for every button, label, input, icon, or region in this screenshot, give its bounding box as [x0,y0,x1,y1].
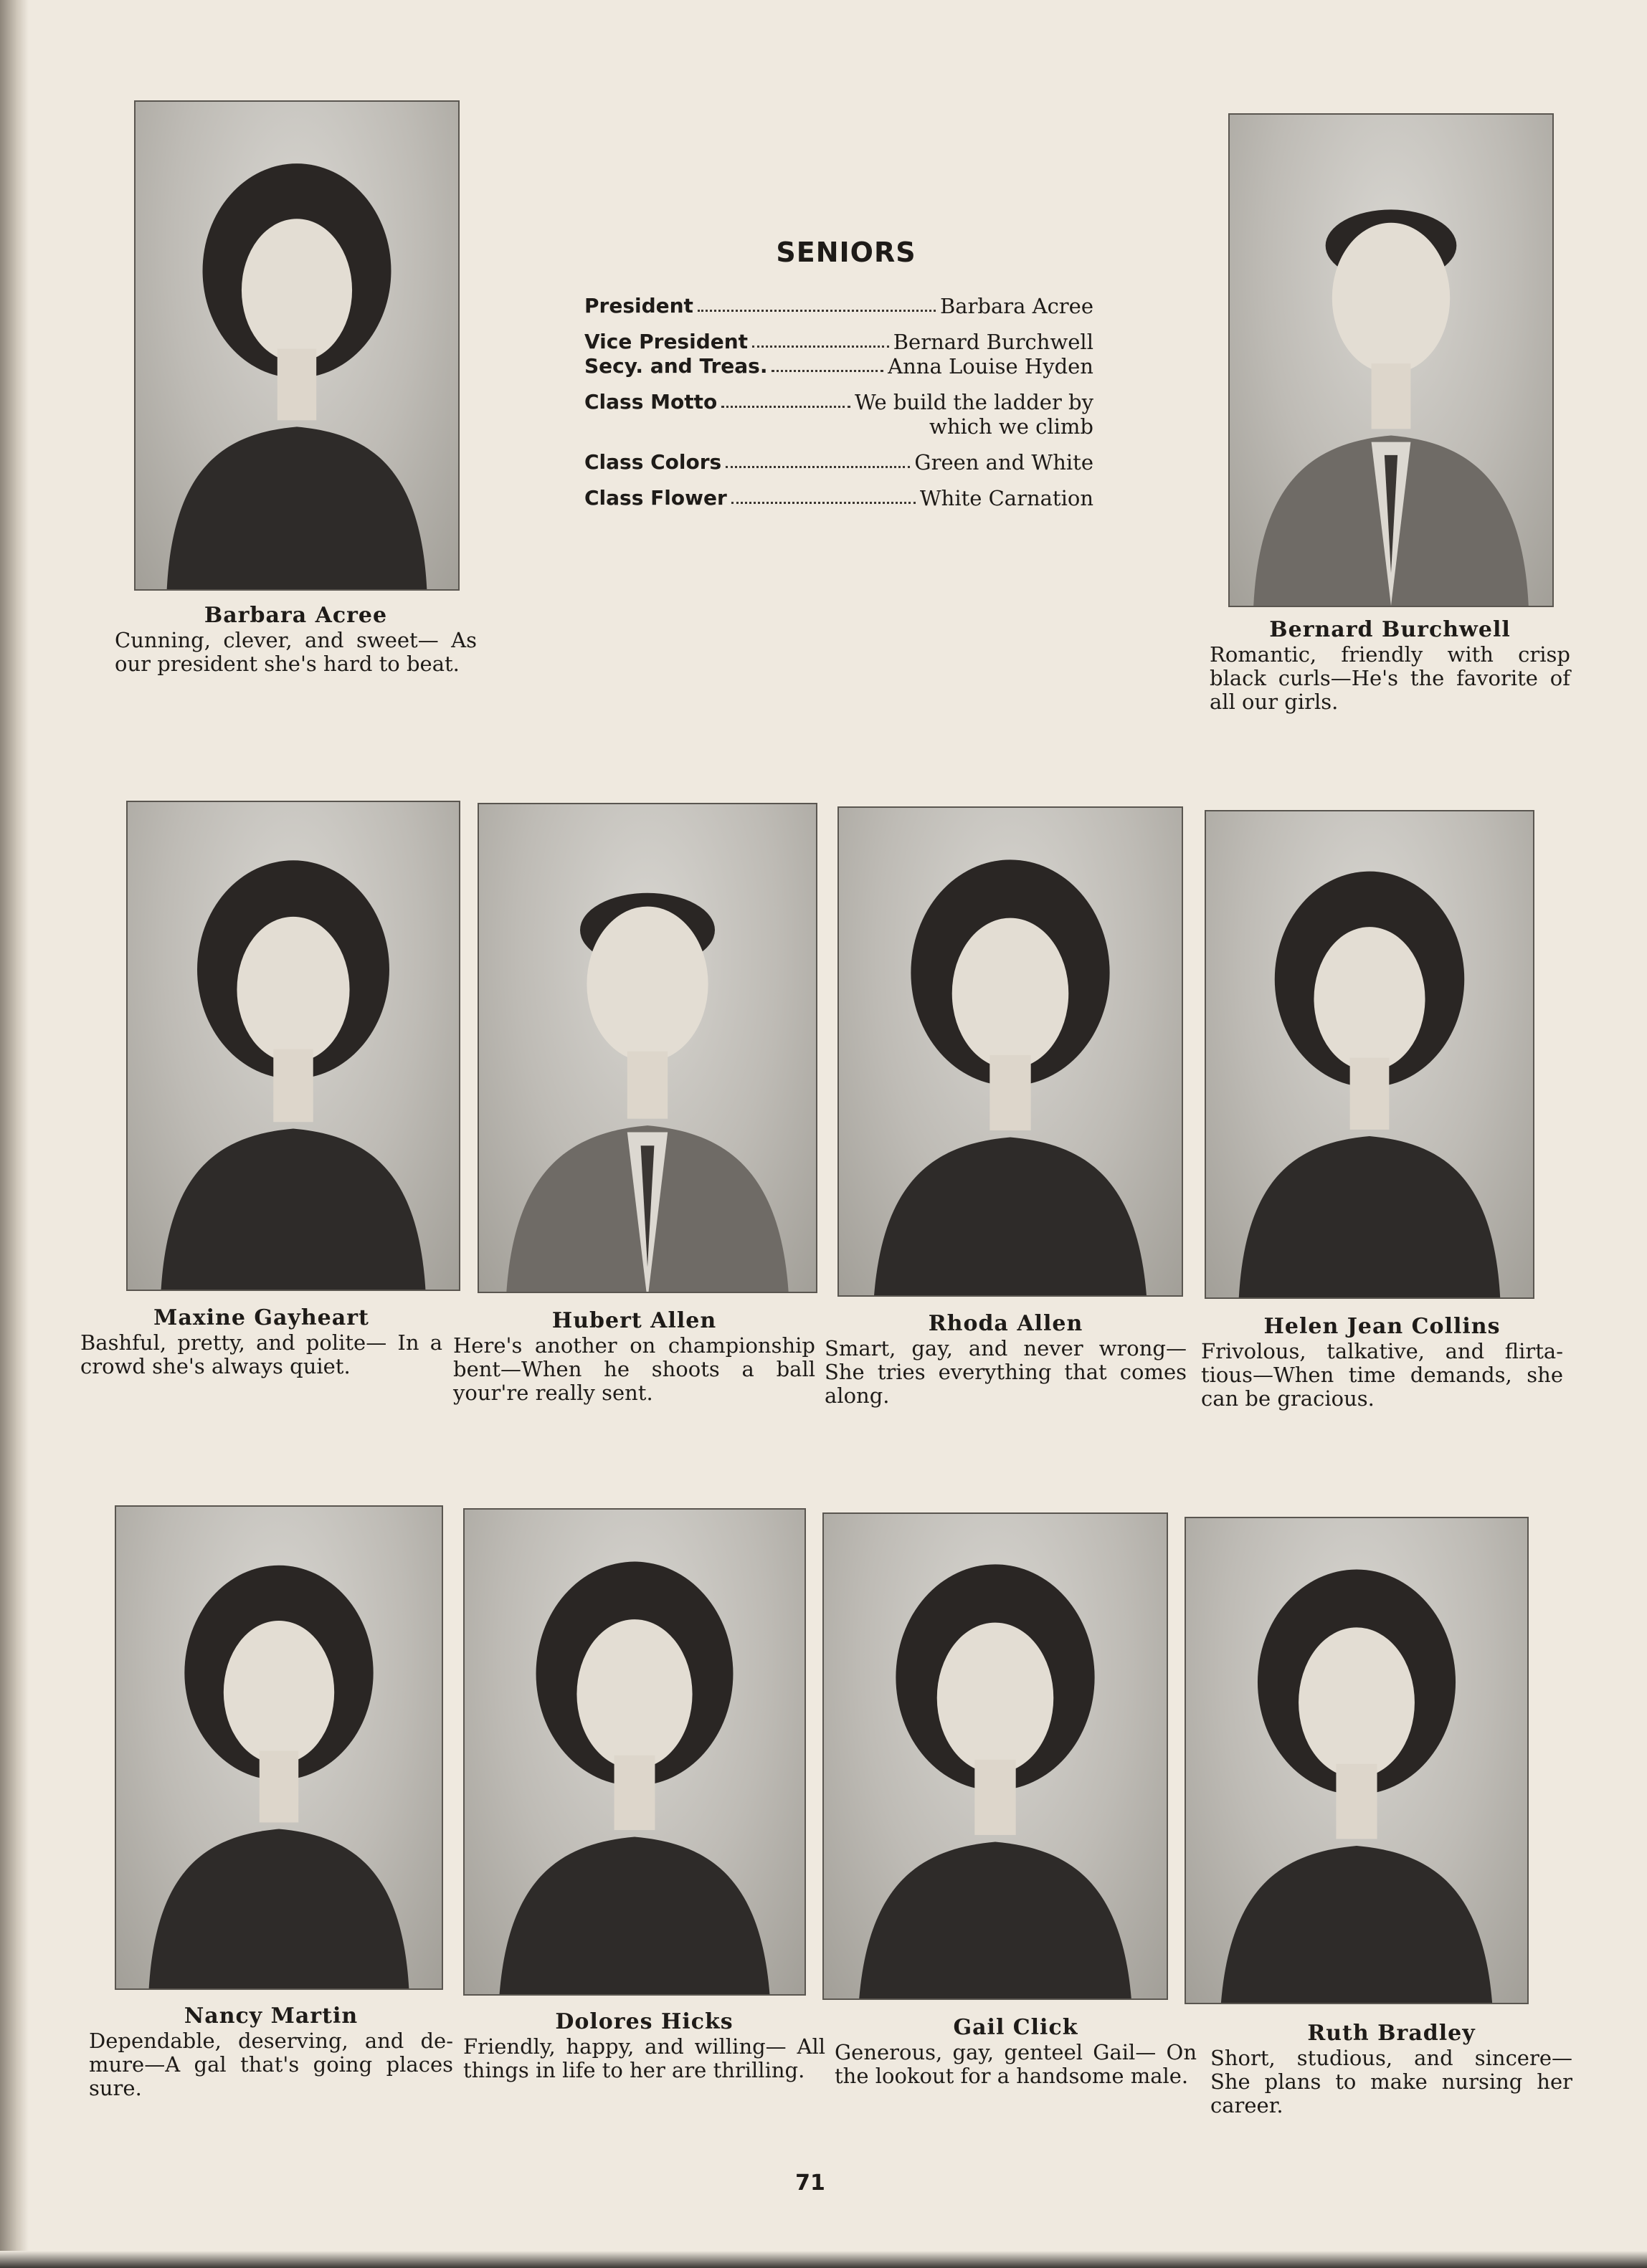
senior-verse: Friendly, happy, and willing— All things in life to her are thrilling. [463,2034,825,2082]
senior-verse: Short, studious, and sincere— She plans to make nursing her career. [1210,2046,1572,2117]
senior-name: Helen Jean Collins [1263,1314,1501,1339]
officer-value: Barbara Acree [939,294,1093,318]
officer-value: White Carnation [919,486,1093,510]
officer-label: Class Flower [584,486,727,510]
officer-value: Anna Louise Hyden [888,354,1093,378]
leader-dots [721,406,850,408]
officer-row-class-colors [584,450,1093,475]
officer-row-president [584,294,1093,318]
senior-verse: Bashful, pretty, and polite— In a crowd she's always quiet. [80,1330,442,1378]
photo-rhoda-allen [837,806,1183,1297]
caption-bernard-burchwell [1210,618,1570,714]
senior-name: Rhoda Allen [928,1311,1083,1336]
photo-dolores-hicks [463,1508,806,1996]
leader-dots [752,346,889,348]
caption-gail-click [835,2016,1197,2088]
page-binding-edge [0,0,29,2268]
class-motto-continuation: which we climb [929,414,1093,439]
officer-label: Class Colors [584,450,722,474]
senior-verse: Here's another on championship bent—When he shoots a ball your're really sent. [453,1333,815,1405]
leader-dots [731,502,916,504]
caption-helen-jean-collins [1201,1315,1563,1411]
officer-row-vice-president [584,330,1093,354]
class-officers-list [584,294,1093,510]
senior-verse: Generous, gay, genteel Gail— On the lookout for a handsome male. [835,2040,1197,2088]
senior-name: Maxine Gayheart [153,1305,369,1330]
officer-label: Secy. and Treas. [584,354,768,378]
senior-verse: Smart, gay, and never wrong— She tries everything that comes along. [825,1336,1187,1408]
caption-ruth-bradley [1210,2021,1572,2117]
senior-name: Nancy Martin [184,2003,359,2029]
photo-helen-jean-collins [1205,810,1534,1299]
photo-nancy-martin [115,1505,443,1990]
senior-verse: Cunning, clever, and sweet— As our president she's hard to beat. [115,628,477,676]
officer-label: Vice President [584,330,749,353]
senior-verse: Frivolous, talkative, and flirta- tious—When time demands, she can be gracious. [1201,1339,1563,1411]
officer-row-class-flower [584,486,1093,510]
senior-name: Hubert Allen [551,1308,717,1333]
caption-rhoda-allen [825,1312,1187,1408]
photo-ruth-bradley [1185,1517,1529,2004]
leader-dots [726,466,910,468]
photo-maxine-gayheart [126,801,460,1291]
page-title: SENIORS [776,237,916,268]
senior-name: Dolores Hicks [555,2009,734,2034]
page-bottom-shadow [0,2251,1647,2268]
photo-gail-click [822,1512,1168,2000]
officer-label: President [584,294,693,318]
senior-name: Bernard Burchwell [1269,617,1511,642]
caption-barbara-acree [115,604,477,676]
officer-value: Green and White [914,450,1093,475]
photo-hubert-allen [478,803,817,1293]
officer-value: Bernard Burchwell [893,330,1093,354]
senior-name: Ruth Bradley [1307,2021,1476,2046]
photo-bernard-burchwell [1228,113,1554,607]
caption-hubert-allen [453,1309,815,1405]
leader-dots [698,310,936,312]
page-number: 71 [795,2171,825,2196]
officer-value: We build the ladder by [855,390,1093,414]
senior-name: Gail Click [953,2015,1078,2040]
photo-barbara-acree [134,100,460,591]
officer-label: Class Motto [584,390,718,414]
caption-nancy-martin [89,2004,453,2100]
senior-verse: Dependable, deserving, and de- mure—A gal that's going places sure. [89,2029,453,2100]
senior-name: Barbara Acree [204,603,388,628]
officer-row-secretary-treasurer [584,354,1093,378]
caption-maxine-gayheart [80,1306,442,1378]
caption-dolores-hicks [463,2010,825,2082]
officer-row-class-motto [584,390,1093,414]
senior-verse: Romantic, friendly with crisp black curls—He's the favorite of all our girls. [1210,642,1570,714]
leader-dots [772,370,883,372]
